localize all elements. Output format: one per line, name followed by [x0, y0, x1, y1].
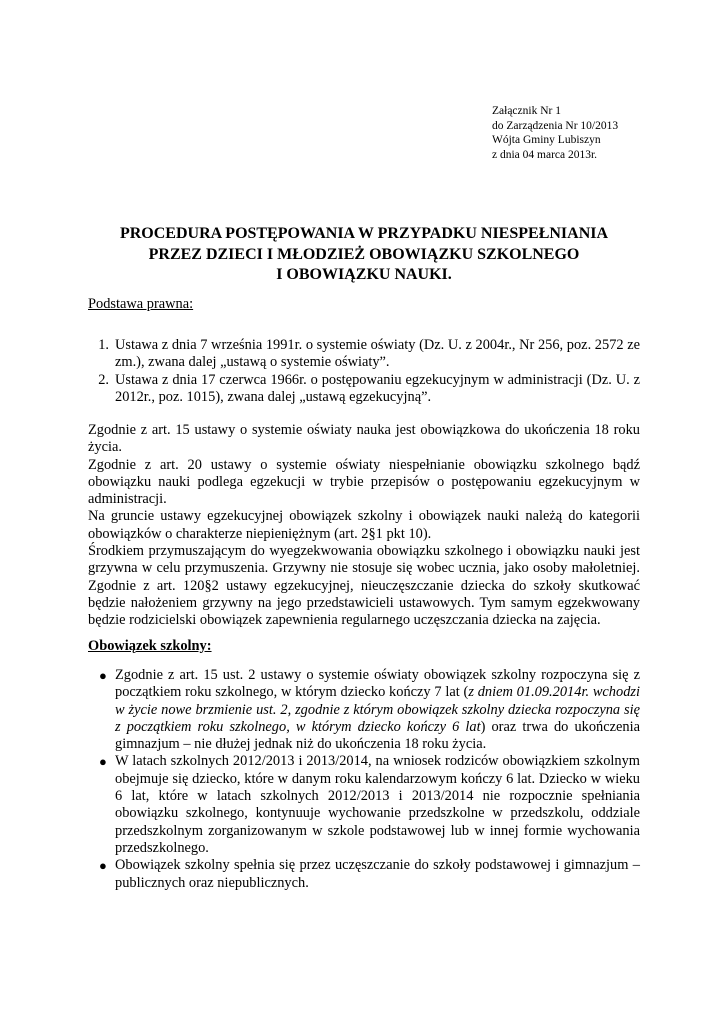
bullet-dot-icon: ●: [99, 754, 107, 770]
paragraph: Zgodnie z art. 20 ustawy o systemie oświaty niespełnianie obowiązku szkolnego bądź obowiązku nauki podlega egzekucji w trybie przepisów o postępowaniu egzekucyjnym w administracji.: [88, 456, 640, 508]
list-item-italic-note: z dniem 01.09.2014r. wchodzi w życie nowe brzmienie ust. 2, zgodnie z którym obowiązek szkolny dziecka rozpoczyna się z początkiem roku szkolnego, w którym dziecko kończy 6 lat: [115, 684, 640, 735]
list-item: [88, 753, 640, 857]
bullet-dot-icon: ●: [99, 858, 107, 874]
title-line: PROCEDURA POSTĘPOWANIA W PRZYPADKU NIESPEŁNIANIA: [119, 225, 609, 242]
legal-basis-heading: Podstawa prawna:: [88, 296, 194, 312]
list-item: [88, 857, 640, 892]
legal-basis-list: [88, 337, 640, 406]
annex-line: do Zarządzenia Nr 10/2013: [492, 119, 619, 132]
annex-line: Załącznik Nr 1: [492, 105, 561, 117]
annex-line: Wójta Gminy Lubiszyn: [492, 134, 601, 146]
school-obligation-list: [88, 667, 640, 892]
list-item-text-part: ) oraz trwa do ukończenia gimnazjum – nie dłużej jednak niż do ukończenia 18 roku życia.: [115, 718, 640, 753]
annex-header: [492, 104, 618, 162]
paragraph: Zgodnie z art. 15 ustawy o systemie oświaty nauka jest obowiązkowa do ukończenia 18 roku życia.: [88, 422, 640, 456]
intro-paragraphs: [88, 422, 640, 630]
title-line: PRZEZ DZIECI I MŁODZIEŻ OBOWIĄZKU SZKOLNEGO: [148, 245, 580, 263]
annex-line: z dnia 04 marca 2013r.: [492, 148, 598, 161]
school-obligation-heading: Obowiązek szkolny:: [88, 638, 212, 654]
paragraph: Na gruncie ustawy egzekucyjnej obowiązek szkolny i obowiązek nauki należą do kategorii obowiązków o charakterze niepieniężnym (art. 2§1 pkt 10).: [88, 508, 640, 542]
legal-basis-item: [88, 337, 640, 372]
list-item-text-part: Zgodnie z art. 15 ust. 2 ustawy o systemie oświaty obowiązek szkolny rozpoczyna się z początkiem roku szkolnego, w którym dziecko kończy 7 lat (: [115, 667, 640, 701]
list-item-text: Obowiązek szkolny spełnia się przez uczęszczanie do szkoły podstawowej i gimnazjum – publicznych oraz niepublicznych.: [115, 857, 640, 891]
list-number: 2.: [98, 371, 109, 388]
document-title: [88, 224, 640, 286]
list-item-text: Ustawa z dnia 17 czerwca 1966r. o postępowaniu egzekucyjnym w administracji (Dz. U. z 2012r., poz. 1015), zwana dalej „ustawą egzekucyjną”.: [115, 371, 640, 405]
list-item-text: Ustawa z dnia 7 września 1991r. o systemie oświaty (Dz. U. z 2004r., Nr 256, poz. 2572 ze zm.), zwana dalej „ustawą o systemie oświaty”.: [115, 337, 640, 371]
list-item-text: W latach szkolnych 2012/2013 i 2013/2014, na wniosek rodziców obowiązkiem szkolnym obejmuje się dziecko, które w danym roku kalendarzowym kończy 6 lat. Dziecko w wieku 6 lat, które w latach szkolnych 2012/2013 i 2013/2014 nie rozpocznie spełniania obowiązku szkolnego, kontynuuje wychowanie przedszkolne w przedszkolu, oddziale przedszkolnym zorganizowanym w szkole podstawowej lub w innej formie wychowania przedszkolnego.: [115, 753, 640, 856]
legal-basis-item: [88, 372, 640, 407]
title-line: I OBOWIĄZKU NAUKI.: [276, 266, 452, 283]
bullet-dot-icon: ●: [99, 668, 107, 683]
list-number: 1.: [98, 337, 109, 353]
paragraph: Środkiem przymuszającym do wyegzekwowania obowiązku szkolnego i obowiązku nauki jest grzywna w celu przymuszenia. Grzywny nie stosuje się wobec ucznia, jako osoby małoletniej. Zgodnie z art. 120§2 ustawy egzekucyjnej, nieuczęszczanie dziecka do szkoły skutkować będzie nałożeniem grzywny na jego przedstawicieli ustawowych. Tym samym egzekwowany będzie rodzicielski obowiązek zapewnienia regularnego uczęszczania dziecka na zajęcia.: [88, 543, 640, 629]
list-item: [88, 667, 640, 753]
